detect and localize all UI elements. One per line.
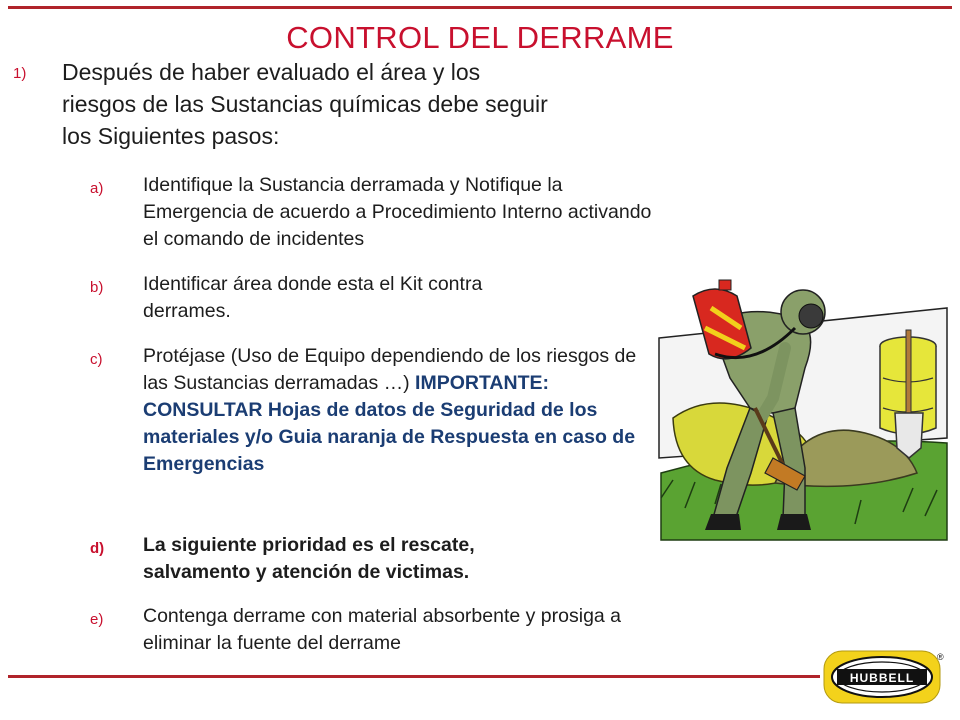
- bottom-rule: [8, 675, 820, 678]
- registered-mark: ®: [937, 652, 944, 662]
- logo-wordmark: HUBBELL: [849, 671, 915, 685]
- list-text-block: [143, 343, 643, 478]
- list-letter: a): [90, 180, 104, 197]
- list-text: La siguiente prioridad es el rescate, salvamento y atención de victimas.: [143, 534, 475, 583]
- important-note: IMPORTANTE: CONSULTAR Hojas de datos de Seguridad de los materiales y/o Guia naranja de Respuesta en caso de Emergencias: [143, 372, 636, 475]
- list-text: Contenga derrame con material absorbente y prosiga a eliminar la fuente del derrame: [143, 605, 622, 654]
- list-letter: d): [90, 540, 105, 557]
- list-letter: e): [90, 611, 104, 628]
- list-text: Identifique la Sustancia derramada y Notifique la Emergencia de acuerdo a Procedimiento Interno activando el comando de incidentes: [143, 174, 652, 250]
- step-intro-line-1: Después de haber evaluado el área y los: [62, 59, 481, 85]
- step-intro-line-3: los Siguientes pasos:: [62, 123, 280, 149]
- spill-response-illustration: [655, 268, 951, 550]
- slide-title: CONTROL DEL DERRAME: [286, 20, 674, 55]
- hubbell-logo: [823, 650, 941, 704]
- list-letter: b): [90, 279, 104, 296]
- list-text: Identificar área donde esta el Kit contra derrames.: [143, 273, 483, 322]
- list-text: Protéjase (Uso de Equipo dependiendo de los riesgos de las Sustancias derramadas …): [143, 345, 637, 394]
- step-number: 1): [13, 65, 27, 82]
- top-rule: [8, 6, 952, 9]
- list-letter: c): [90, 351, 103, 368]
- step-intro-line-2: riesgos de las Sustancias químicas debe seguir: [62, 91, 548, 117]
- step-intro: [62, 56, 672, 152]
